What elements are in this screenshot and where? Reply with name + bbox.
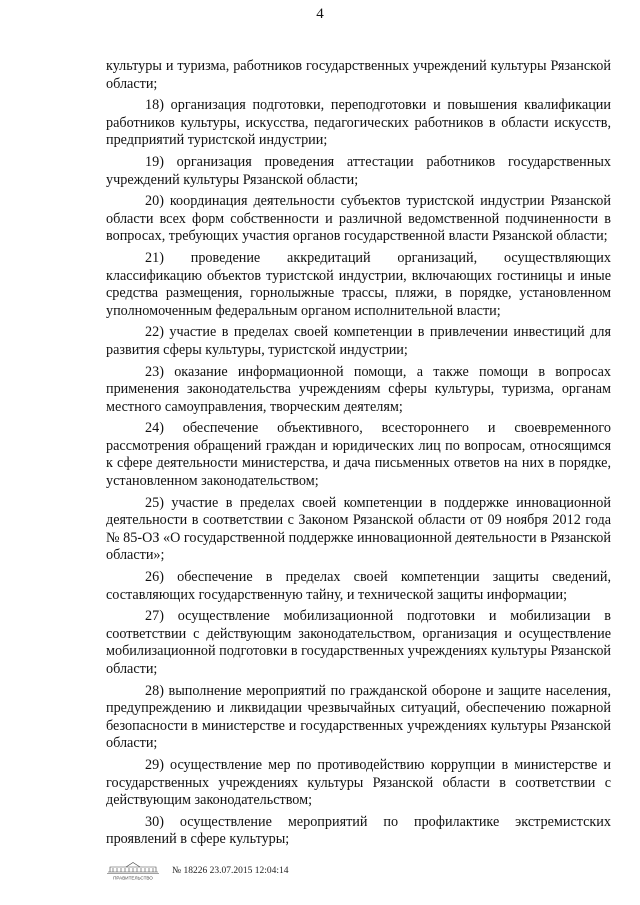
- page-number: 4: [316, 6, 324, 22]
- paragraph-item-24: 24) обеспечение объективного, всестороннего и своевременного рассмотрения обращений граждан и юридических лиц по вопросам, относящимся к сфере деятельности министерства, и дача письменных ответов на них в порядке, установленном законодательством;: [106, 420, 611, 490]
- paragraph-item-27: 27) осуществление мобилизационной подготовки и мобилизации в соответствии с действующим законодательством, организация и осуществление мобилизационной подготовки в государственных учреждениях культуры Рязанской области;: [106, 608, 611, 677]
- paragraph-continuation: культуры и туризма, работников государственных учреждений культуры Рязанской области;: [106, 58, 611, 92]
- paragraph-item-23: 23) оказание информационной помощи, а также помощи в вопросах применения законодательства учреждениям сферы культуры, туризма, органам местного самоуправления, творческим деятелям;: [106, 363, 611, 415]
- paragraph-item-25: 25) участие в пределах своей компетенции в поддержке инновационной деятельности в соответствии с Законом Рязанской области от 09 ноября 2012 года № 85-ОЗ «О государственной поддержке инновационной деятельности в Рязанской области»;: [106, 494, 611, 564]
- paragraph-item-30: 30) осуществление мероприятий по профилактике экстремистских проявлений в сфере культуры;: [106, 813, 611, 848]
- number-sign: №: [172, 866, 182, 876]
- paragraph-item-29: 29) осуществление мер по противодействию коррупции в министерстве и государственных учреждениях культуры Рязанской области в соответствии с действующим законодательством;: [106, 756, 611, 809]
- document-footer: [104, 861, 288, 881]
- paragraph-item-19: 19) организация проведения аттестации работников государственных учреждений культуры Рязанской области;: [106, 153, 611, 188]
- paragraph-item-22: 22) участие в пределах своей компетенции в привлечении инвестиций для развития сферы культуры, туристской индустрии;: [106, 324, 611, 358]
- government-building-icon: [104, 861, 162, 881]
- registration-number-date: 18226 23.07.2015 12:04:14: [183, 866, 289, 876]
- svg-text:ПРАВИТЕЛЬСТВО: ПРАВИТЕЛЬСТВО: [113, 875, 153, 881]
- paragraph-item-18: 18) организация подготовки, переподготовки и повышения квалификации работников культуры, искусства, педагогических работников в области искусств, предприятий туристской индустрии;: [106, 97, 611, 149]
- paragraph-item-20: 20) координация деятельности субъектов туристской индустрии Рязанской области всех форм собственности и различной ведомственной подчиненности в вопросах, требующих участия органов государственной власти Рязанской области;: [106, 193, 611, 245]
- paragraph-item-28: 28) выполнение мероприятий по гражданской обороне и защите населения, предупреждению и ликвидации чрезвычайных ситуаций, обеспечению пожарной безопасности в министерстве и государственных учреждениях культуры Рязанской области;: [106, 682, 611, 752]
- document-body: [106, 58, 611, 853]
- government-stamp-logo: [104, 861, 162, 881]
- paragraph-item-21: 21) проведение аккредитаций организаций, осуществляющих классификацию объектов туристской индустрии, включающих гостиницы и иные средства размещения, горнолыжные трассы, пляжи, в порядке, установленном уполномоченным федеральным органом исполнительной власти;: [106, 249, 611, 319]
- registration-stamp: [172, 866, 288, 876]
- paragraph-item-26: 26) обеспечение в пределах своей компетенции защиты сведений, составляющих государственную тайну, и технической защиты информации;: [106, 569, 611, 603]
